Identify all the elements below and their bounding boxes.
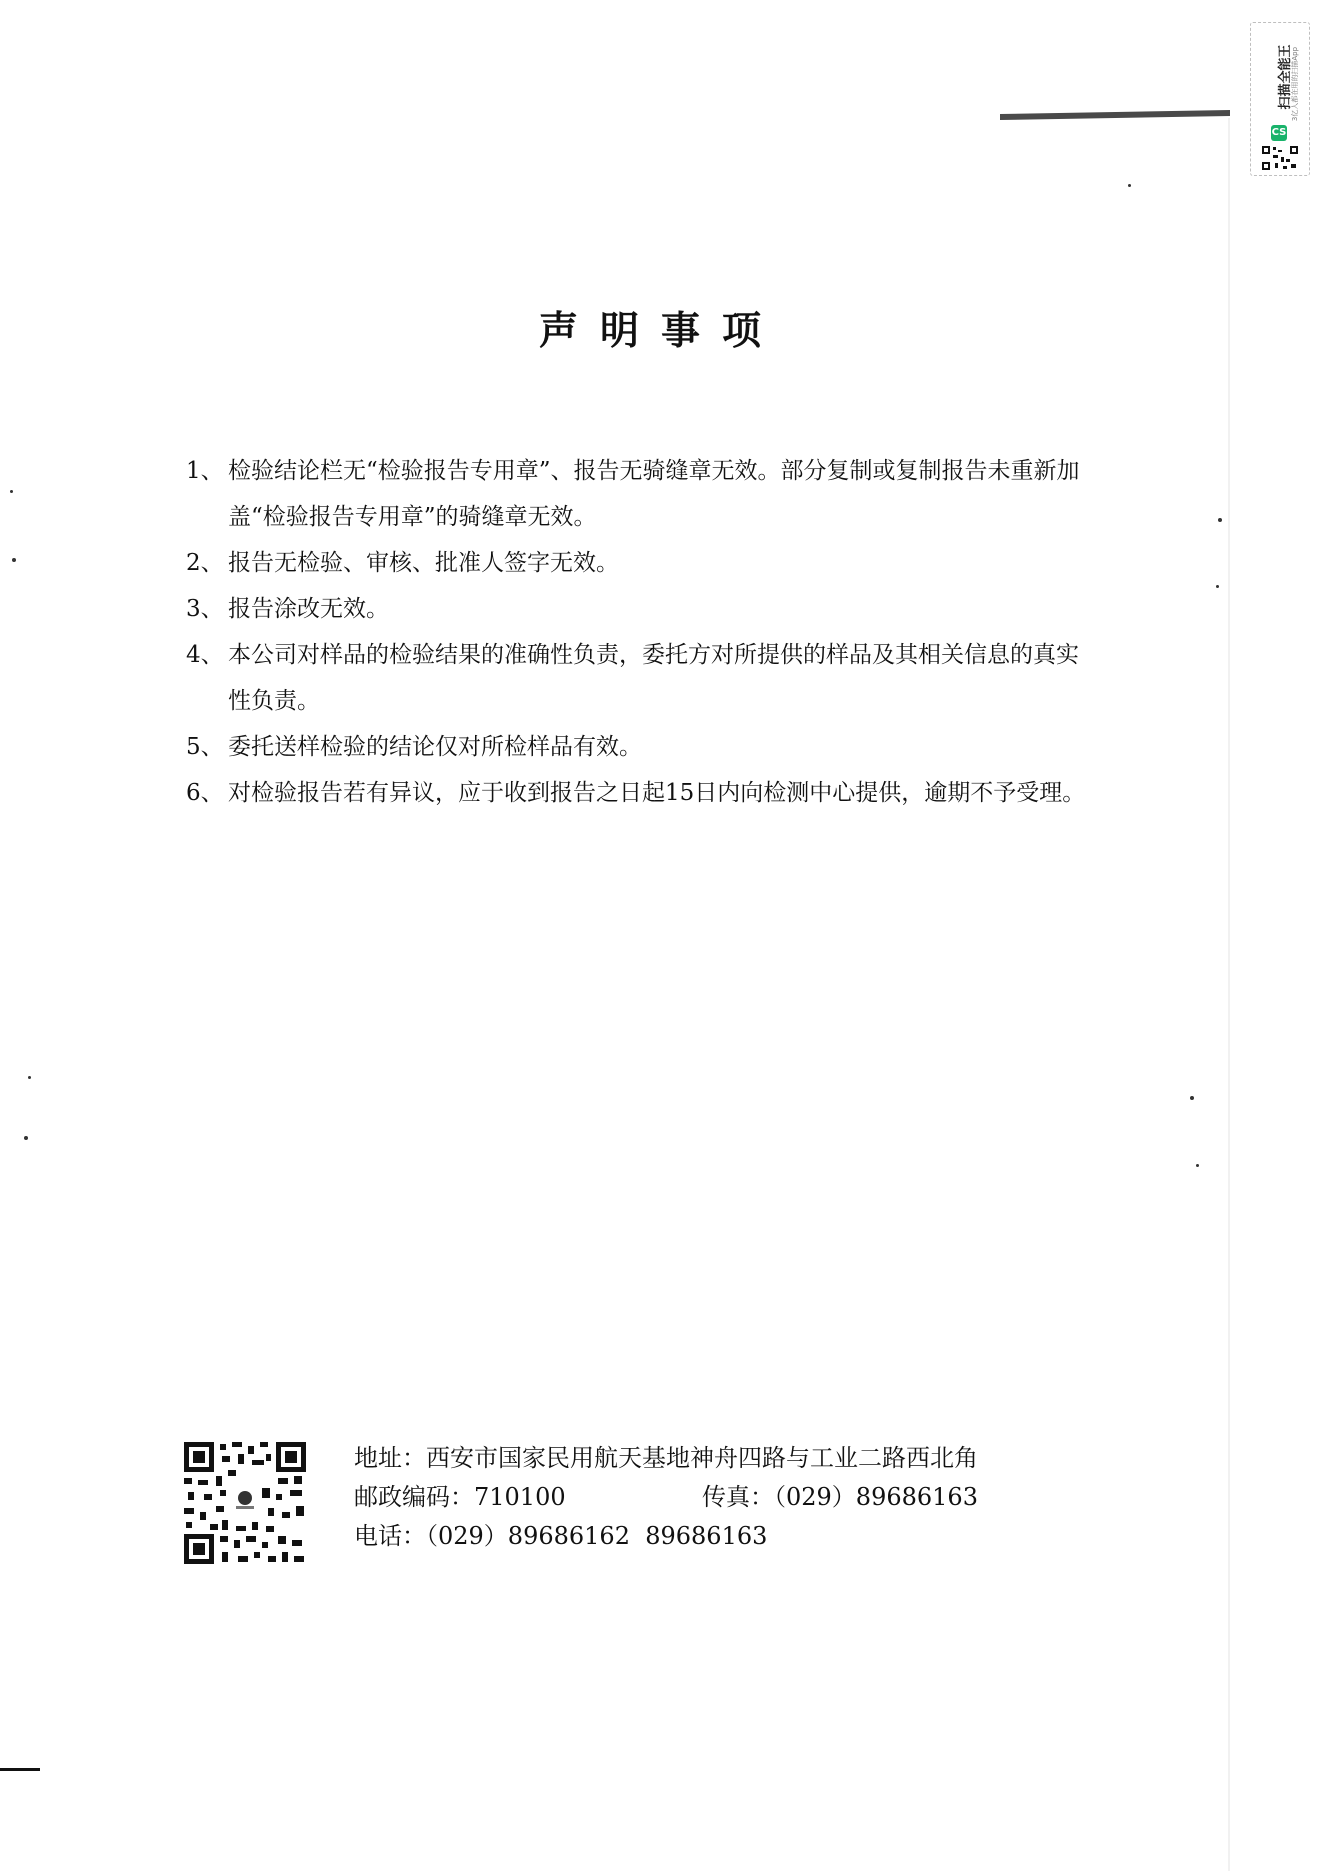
scanner-watermark	[1250, 22, 1310, 176]
scan-speck	[1218, 518, 1222, 522]
fax-line	[702, 1482, 978, 1512]
phone-value: （029）89686162 89686163	[426, 1522, 768, 1550]
item-number: 4、	[186, 642, 224, 668]
item-text: 本公司对样品的检验结果的准确性负责，委托方对所提供的样品及其相关信息的真实性负责。	[228, 642, 1079, 714]
scan-edge-mark	[0, 1768, 40, 1771]
scan-speck	[1196, 1164, 1199, 1167]
item-number: 6、	[186, 780, 224, 806]
scanner-logo: CS	[1271, 125, 1287, 141]
list-item	[186, 448, 1096, 540]
postcode-line	[354, 1482, 566, 1512]
postcode-label: 邮政编码：	[354, 1483, 474, 1511]
scan-speck	[12, 558, 16, 562]
phone-label: 电话：	[354, 1522, 426, 1550]
address-line	[354, 1443, 978, 1473]
scan-speck	[28, 1076, 31, 1079]
scan-speck	[1128, 184, 1131, 187]
scanner-tagline: 3亿人都在用的扫描App	[1291, 46, 1299, 122]
scan-speck	[1190, 1096, 1194, 1100]
address-label: 地址：	[354, 1444, 426, 1472]
scanner-app-name: 扫描全能王	[1278, 44, 1293, 110]
list-item	[186, 724, 1096, 770]
scanner-qr-icon	[1261, 145, 1299, 171]
list-item	[186, 632, 1096, 724]
list-item	[186, 540, 1096, 586]
list-item	[186, 586, 1096, 632]
postcode-value: 710100	[474, 1483, 566, 1511]
scan-shadow	[1000, 110, 1230, 120]
list-item	[186, 770, 1096, 816]
scan-speck	[24, 1136, 28, 1140]
page-edge	[1228, 118, 1230, 1871]
fax-value: （029）89686163	[774, 1483, 978, 1511]
item-number: 5、	[186, 734, 224, 760]
company-qr-code	[182, 1440, 308, 1566]
item-text: 报告无检验、审核、批准人签字无效。	[228, 550, 619, 576]
item-number: 2、	[186, 550, 224, 576]
address-value: 西安市国家民用航天基地神舟四路与工业二路西北角	[426, 1444, 978, 1472]
declaration-list	[186, 448, 1096, 816]
item-text: 委托送样检验的结论仅对所检样品有效。	[228, 734, 642, 760]
phone-line	[354, 1521, 767, 1551]
item-text: 检验结论栏无“检验报告专用章”、报告无骑缝章无效。部分复制或复制报告未重新加盖“检验报告专用章”的骑缝章无效。	[228, 458, 1080, 530]
item-number: 1、	[186, 458, 224, 484]
scan-speck	[1216, 585, 1219, 588]
fax-label: 传真：	[702, 1483, 774, 1511]
item-text: 报告涂改无效。	[228, 596, 389, 622]
scan-speck	[10, 490, 13, 493]
item-text: 对检验报告若有异议，应于收到报告之日起15日内向检测中心提供，逾期不予受理。	[228, 780, 1086, 806]
item-number: 3、	[186, 596, 224, 622]
page-title: 声明事项	[538, 309, 783, 354]
